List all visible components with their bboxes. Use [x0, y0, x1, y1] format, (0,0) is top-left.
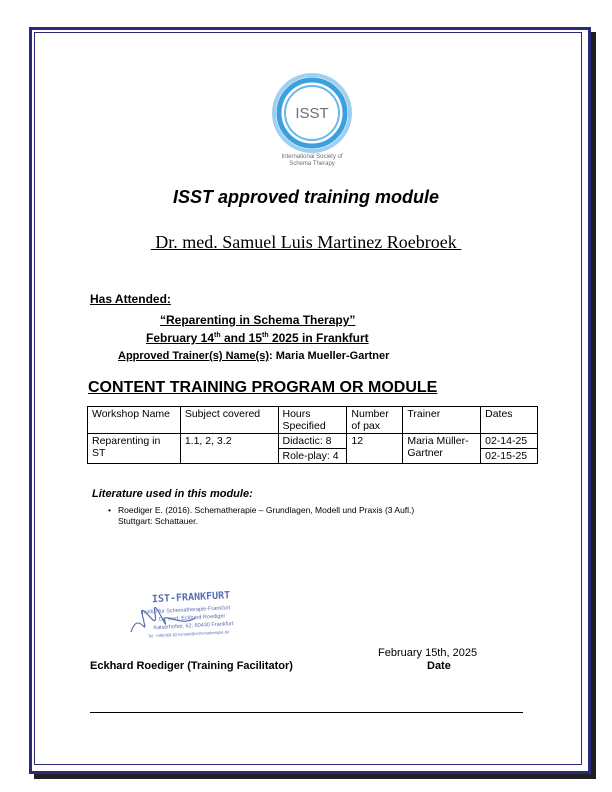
- training-program-table: [87, 406, 538, 464]
- cell-trainer: Maria Müller-Gartner: [403, 434, 481, 464]
- cell-subject: 1.1, 2, 3.2: [180, 434, 278, 464]
- header-dates: Dates: [481, 407, 538, 434]
- table-row: [88, 434, 538, 449]
- isst-logo: [262, 68, 362, 168]
- bottom-divider: [90, 712, 523, 713]
- stamp-line-3: Dr. med. Eckhard Roediger: [158, 613, 226, 623]
- institute-stamp: [125, 588, 265, 648]
- header-subject-covered: Subject covered: [180, 407, 278, 434]
- header-workshop-name: Workshop Name: [88, 407, 181, 434]
- header-trainer: Trainer: [403, 407, 481, 434]
- course-title: “Reparenting in Schema Therapy”: [160, 313, 356, 327]
- header-hours-specified: Hours Specified: [278, 407, 347, 434]
- literature-item: Roediger E. (2016). Schematherapie – Grundlagen, Modell und Praxis (3 Aufl.) Stuttgart: Schattauer.: [118, 505, 415, 526]
- cell-hours-didactic: Didactic: 8: [278, 434, 347, 449]
- approved-trainer-line: Approved Trainer(s) Name(s): Maria Mueller-Gartner: [118, 350, 390, 362]
- literature-title: Literature used in this module:: [92, 488, 253, 500]
- header-number-of-pax: Number of pax: [347, 407, 403, 434]
- stamp-line-2: Institut für Schematherapie-Frankfurt: [140, 605, 231, 616]
- attendee-name: Dr. med. Samuel Luis Martinez Roebroek: [150, 232, 462, 252]
- bullet-icon: •: [108, 505, 111, 515]
- cell-date-2: 02-15-25: [481, 449, 538, 464]
- has-attended-label: Has Attended:: [90, 292, 171, 306]
- cell-date-1: 02-14-25: [481, 434, 538, 449]
- cell-hours-roleplay: Role-play: 4: [278, 449, 347, 464]
- date-label: Date: [427, 660, 451, 672]
- stamp-line-1: IST-FRANKFURT: [151, 590, 231, 606]
- stamp-line-5: Tel. +49(0)69-63 kontakt@schematherapie.de: [147, 629, 230, 639]
- signature-date: February 15th, 2025: [378, 647, 478, 659]
- section-title: CONTENT TRAINING PROGRAM OR MODULE: [88, 379, 438, 396]
- certificate-title: ISST approved training module: [172, 187, 440, 207]
- logo-caption: International Society of Schema Therapy: [281, 154, 343, 167]
- cell-pax: 12: [347, 434, 403, 464]
- stamp-line-4: Kaiserhofstr. 62, 60430 Frankfurt: [153, 620, 234, 632]
- course-dates: February 14th and 15th 2025 in Frankfurt: [146, 331, 369, 345]
- table-header-row: [88, 407, 538, 434]
- cell-workshop: Reparenting in ST: [88, 434, 181, 464]
- logo-text: ISST: [295, 105, 329, 122]
- facilitator-name: Eckhard Roediger (Training Facilitator): [90, 660, 293, 672]
